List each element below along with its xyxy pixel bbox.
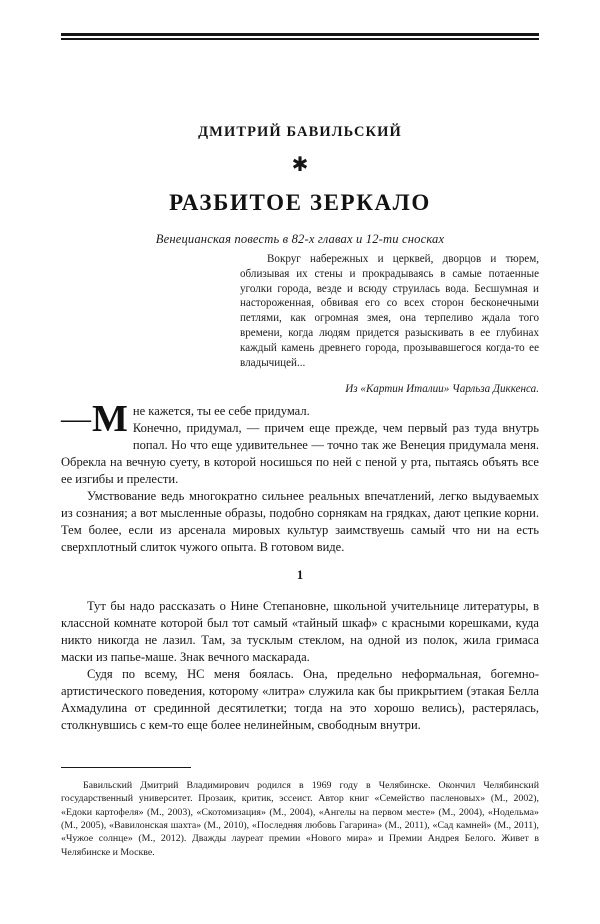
- rule-thin-line: [61, 38, 539, 40]
- chapter-paragraph-2: Судя по всему, НС меня боялась. Она, предельно неформальная, богемно-артистического поведения, которому «литра» служила как бы прикрытием (этакая Белла Ахмадулина от срединной десятилетки; тогда на это хорошо велись), растерялась, столкнувшись с кем-то еще более нелинейным, свободным внутри.: [61, 667, 539, 732]
- footnote-separator-rule: [61, 767, 191, 768]
- top-double-rule-ornament: [61, 33, 539, 40]
- dropcap-paragraph: [61, 398, 539, 488]
- opening-section: [61, 398, 539, 556]
- work-subtitle: Венецианская повесть в 82-х главах и 12-ти сносках: [155, 232, 445, 247]
- epigraph-block: [240, 252, 539, 395]
- drop-cap-letter: М: [92, 398, 128, 440]
- chapter-body-section: [61, 598, 539, 734]
- epigraph-source-attribution: Из «Картин Италии» Чарльза Диккенса.: [345, 383, 539, 396]
- chapter-number: 1: [296, 568, 304, 582]
- footnote-text: Бавильский Дмитрий Владимирович родился в 1969 году в Челябинске. Окончил Челябинский государственный университет. Прозаик, критик, эссеист. Автор книг «Семейство пасленовых» (М., 2002), «Едоки картофеля» (М., 2003), «Скотомизация» (М., 2004), «Ангелы на первом месте» (М., 2004), «Нодельма» (М., 2005), «Вавилонская шахта» (М., 2010), «Последняя любовь Гагарина» (М., 2011), «Сад камней» (М., 2011), «Чужое солнце» (М., 2012). Дважды лауреат премии «Нового мира» и Премии Андрея Белого. Живет в Челябинске и Москве.: [61, 780, 539, 858]
- em-dash-glyph: —: [61, 402, 91, 435]
- opening-paragraph-2: Умствование ведь многократно сильнее реальных впечатлений, легко выдуваемых из сознания; а вот мысленные образы, подобно сорнякам на грядках, дают цепкие корни. Тем более, если из арсенала мировых культур заимствуешь самый что ни на есть сверхплотный слиток чужого опыта. В готовом виде.: [61, 489, 539, 554]
- author-name: ДМИТРИЙ БАВИЛЬСКИЙ: [198, 124, 402, 140]
- opening-first-line: не кажется, ты ее себе придумал.: [132, 404, 310, 418]
- chapter-paragraph-1: Тут бы надо рассказать о Нине Степановне, школьной учительнице литературы, в классной комнате которой был тот самый «тайный шкаф» с красными корешками, куда никто никогда не лазил. Там, за тусклым стеклом, на одной из полок, жила гримаса маски из папье-маше. Знак вечного маскарада.: [61, 599, 539, 664]
- footnote-block: [61, 779, 539, 859]
- opening-paragraph-1: Конечно, придумал, — причем еще прежде, чем первый раз туда внутрь попал. Но что еще удивительнее — точно так же Венеция придумала меня. Обрекла на вечную суету, в которой носишься по ней с пеной у рта, пытаясь объять все ее изгибы и прелести.: [61, 421, 539, 486]
- asterisk-ornament-icon: ✱: [291, 153, 309, 176]
- title-block: [61, 125, 539, 247]
- epigraph-text: Вокруг набережных и церквей, дворцов и тюрем, облизывая их стены и прокрадываясь в самые потаенные уголки города, везде и всюду струилась вода. Бесшумная и настороженная, обвивая его со всех сторон бесконечными петлями, как огромная змея, она терпеливо ждала того времени, когда людям придется разыскивать в ее глубинах каждый камень древнего города, прозывавшегося когда-то ее владычицей...: [240, 253, 539, 369]
- dropcap-group: [61, 398, 128, 440]
- page-title: РАЗБИТОЕ ЗЕРКАЛО: [169, 189, 431, 215]
